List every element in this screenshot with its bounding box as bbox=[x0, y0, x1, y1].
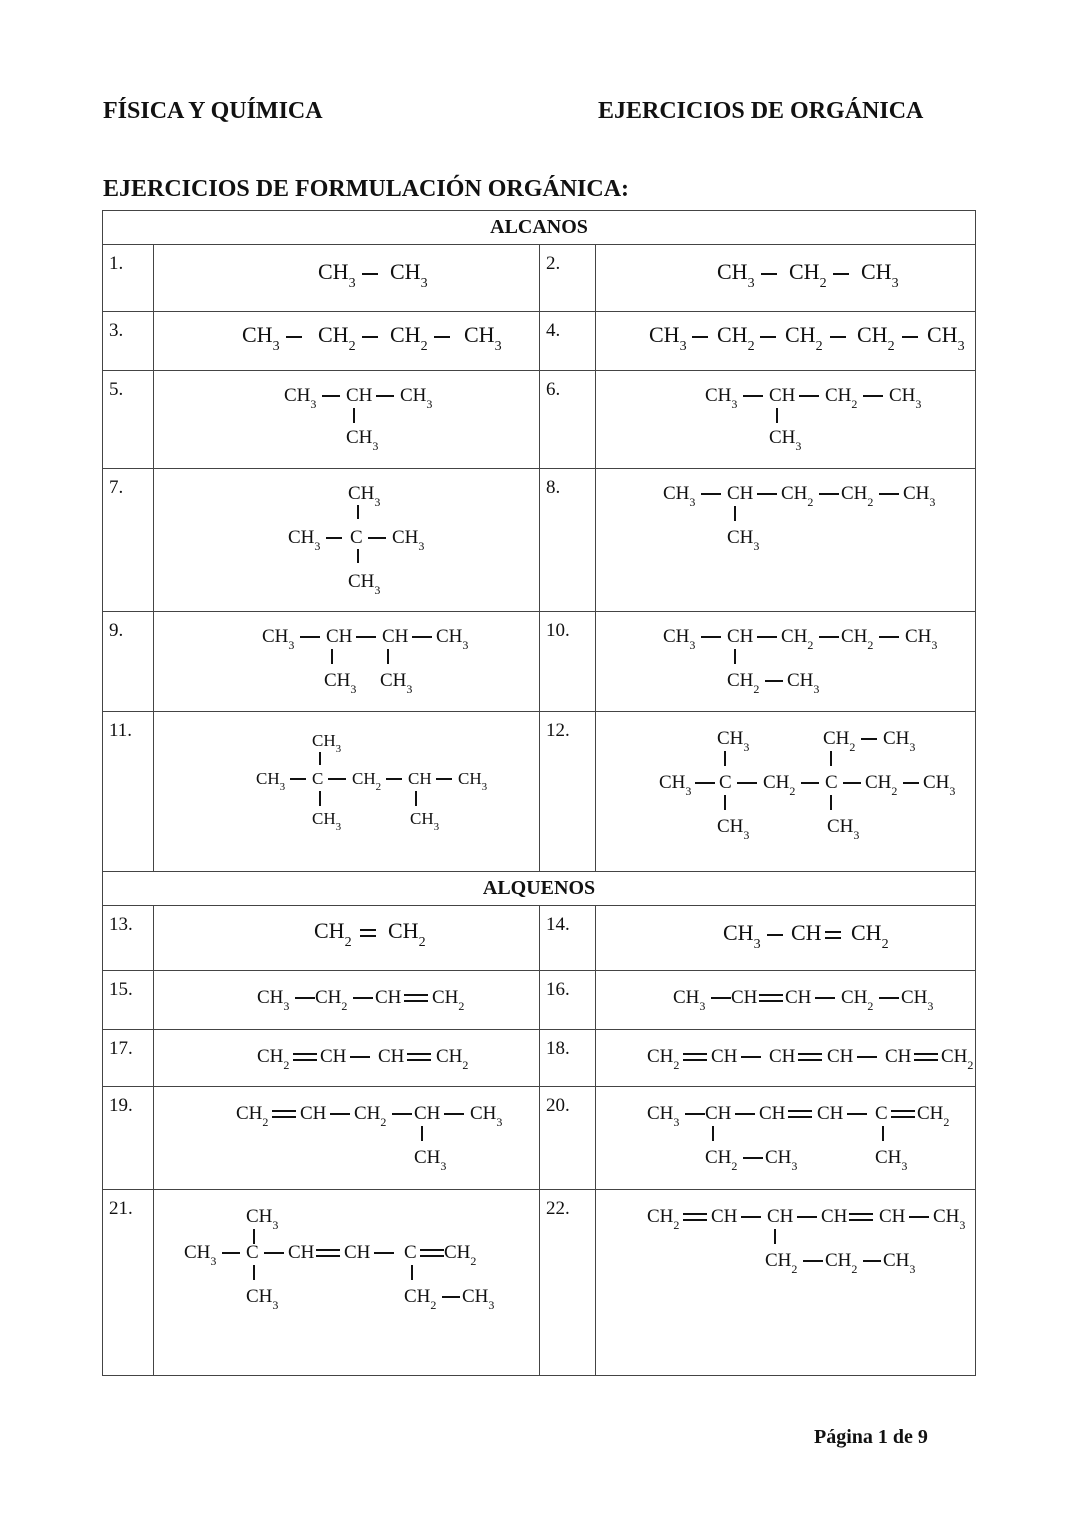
group-ch3: $CH_3$ bbox=[716, 816, 749, 842]
group-ch3: $CH_3$ bbox=[786, 670, 819, 696]
group-ch2: $CH_2$ bbox=[788, 259, 827, 291]
exercise-3-number: 3. bbox=[103, 312, 154, 371]
group-ch3: $CH_3$ bbox=[283, 385, 316, 411]
group-ch3: $CH_3$ bbox=[726, 527, 759, 553]
exercise-8-formula bbox=[596, 469, 976, 612]
exercise-19-formula bbox=[154, 1087, 540, 1190]
group-ch: CH bbox=[726, 483, 753, 504]
group-ch: CH bbox=[790, 920, 822, 945]
exercise-3-formula bbox=[154, 312, 540, 371]
group-ch2: $CH_2$ bbox=[824, 385, 857, 411]
exercise-6-number: 6. bbox=[540, 371, 596, 469]
group-ch: CH bbox=[784, 987, 811, 1008]
carbon-atom: C bbox=[824, 772, 838, 793]
group-ch3: $CH_3$ bbox=[255, 769, 285, 793]
exercise-15-number: 15. bbox=[103, 971, 154, 1030]
group-ch3: $CH_3$ bbox=[704, 385, 737, 411]
group-ch: CH bbox=[816, 1103, 843, 1124]
exercise-15-formula bbox=[154, 971, 540, 1030]
group-ch3: $CH_3$ bbox=[389, 259, 428, 291]
group-ch: CH bbox=[377, 1046, 404, 1067]
group-ch3: $CH_3$ bbox=[311, 731, 341, 755]
group-ch3: $CH_3$ bbox=[413, 1147, 446, 1173]
group-ch2: $CH_2$ bbox=[916, 1103, 949, 1129]
group-ch2: $CH_2$ bbox=[840, 987, 873, 1013]
group-ch3: $CH_3$ bbox=[860, 259, 899, 291]
group-ch: CH bbox=[766, 1206, 793, 1227]
carbon-atom: C bbox=[403, 1242, 417, 1263]
group-ch: CH bbox=[381, 626, 408, 647]
group-ch2: $CH_2$ bbox=[822, 728, 855, 754]
group-ch2: $CH_2$ bbox=[780, 483, 813, 509]
group-ch3: $CH_3$ bbox=[662, 483, 695, 509]
exercise-16-formula bbox=[596, 971, 976, 1030]
group-ch3: $CH_3$ bbox=[241, 322, 280, 354]
group-ch3: $CH_3$ bbox=[658, 772, 691, 798]
group-ch2: $CH_2$ bbox=[780, 626, 813, 652]
group-ch2: $CH_2$ bbox=[784, 322, 823, 354]
group-ch2: $CH_2$ bbox=[353, 1103, 386, 1129]
group-ch: CH bbox=[710, 1206, 737, 1227]
exercise-12-number: 12. bbox=[540, 712, 596, 872]
exercise-1-number: 1. bbox=[103, 245, 154, 312]
exercise-20-formula bbox=[596, 1087, 976, 1190]
group-ch2: $CH_2$ bbox=[840, 626, 873, 652]
worksheet-header: EJERCICIOS DE ORGÁNICA bbox=[598, 98, 924, 124]
group-ch3: $CH_3$ bbox=[311, 809, 341, 833]
exercise-17-formula bbox=[154, 1030, 540, 1087]
carbon-atom: C bbox=[245, 1242, 259, 1263]
group-ch3: $CH_3$ bbox=[287, 527, 320, 553]
carbon-atom: C bbox=[349, 527, 363, 548]
group-ch2: $CH_2$ bbox=[403, 1286, 436, 1312]
group-ch3: $CH_3$ bbox=[469, 1103, 502, 1129]
exercise-14-number: 14. bbox=[540, 906, 596, 971]
group-ch: CH bbox=[768, 1046, 795, 1067]
group-ch2: $CH_2$ bbox=[726, 670, 759, 696]
page-title: EJERCICIOS DE FORMULACIÓN ORGÁNICA: bbox=[103, 176, 630, 202]
group-ch2: $CH_2$ bbox=[351, 769, 381, 793]
exercise-11-formula bbox=[154, 712, 540, 872]
group-ch2: $CH_2$ bbox=[443, 1242, 476, 1268]
group-ch2: $CH_2$ bbox=[764, 1250, 797, 1276]
group-ch3: $CH_3$ bbox=[256, 987, 289, 1013]
group-ch3: $CH_3$ bbox=[672, 987, 705, 1013]
group-ch3: $CH_3$ bbox=[261, 626, 294, 652]
group-ch3: $CH_3$ bbox=[379, 670, 412, 696]
group-ch: CH bbox=[826, 1046, 853, 1067]
group-ch: CH bbox=[704, 1103, 731, 1124]
group-ch2: $CH_2$ bbox=[646, 1046, 679, 1072]
group-ch3: $CH_3$ bbox=[768, 427, 801, 453]
group-ch3: $CH_3$ bbox=[457, 769, 487, 793]
group-ch3: $CH_3$ bbox=[722, 920, 761, 952]
group-ch3: $CH_3$ bbox=[435, 626, 468, 652]
group-ch2: $CH_2$ bbox=[850, 920, 889, 952]
exercise-7-formula bbox=[154, 469, 540, 612]
exercise-5-formula bbox=[154, 371, 540, 469]
exercise-21-number: 21. bbox=[103, 1190, 154, 1376]
exercise-17-number: 17. bbox=[103, 1030, 154, 1087]
exercise-2-number: 2. bbox=[540, 245, 596, 312]
exercise-table bbox=[102, 210, 976, 1376]
group-ch: CH bbox=[299, 1103, 326, 1124]
group-ch3: $CH_3$ bbox=[882, 728, 915, 754]
group-ch3: $CH_3$ bbox=[922, 772, 955, 798]
group-ch: CH bbox=[758, 1103, 785, 1124]
exercise-6-formula bbox=[596, 371, 976, 469]
group-ch2: $CH_2$ bbox=[940, 1046, 973, 1072]
exercise-13-number: 13. bbox=[103, 906, 154, 971]
exercise-8-number: 8. bbox=[540, 469, 596, 612]
group-ch2: $CH_2$ bbox=[762, 772, 795, 798]
exercise-18-number: 18. bbox=[540, 1030, 596, 1087]
group-ch3: $CH_3$ bbox=[391, 527, 424, 553]
group-ch3: $CH_3$ bbox=[461, 1286, 494, 1312]
group-ch3: $CH_3$ bbox=[716, 259, 755, 291]
group-ch: CH bbox=[820, 1206, 847, 1227]
section-alkanes: ALCANOS bbox=[103, 211, 976, 245]
exercise-9-number: 9. bbox=[103, 612, 154, 712]
exercise-5-number: 5. bbox=[103, 371, 154, 469]
subject-header: FÍSICA Y QUÍMICA bbox=[103, 98, 323, 124]
exercise-13-formula bbox=[154, 906, 540, 971]
group-ch2: $CH_2$ bbox=[704, 1147, 737, 1173]
exercise-21-formula bbox=[154, 1190, 540, 1376]
group-ch: CH bbox=[287, 1242, 314, 1263]
group-ch3: $CH_3$ bbox=[888, 385, 921, 411]
group-ch: CH bbox=[343, 1242, 370, 1263]
exercise-18-formula bbox=[596, 1030, 976, 1087]
group-ch: CH bbox=[884, 1046, 911, 1067]
carbon-atom: C bbox=[311, 769, 323, 788]
exercise-22-number: 22. bbox=[540, 1190, 596, 1376]
exercise-4-number: 4. bbox=[540, 312, 596, 371]
carbon-atom: C bbox=[874, 1103, 888, 1124]
group-ch3: $CH_3$ bbox=[902, 483, 935, 509]
group-ch: CH bbox=[345, 385, 372, 406]
group-ch2: $CH_2$ bbox=[314, 987, 347, 1013]
group-ch2: $CH_2$ bbox=[256, 1046, 289, 1072]
group-ch2: $CH_2$ bbox=[389, 322, 428, 354]
group-ch3: $CH_3$ bbox=[648, 322, 687, 354]
group-ch: CH bbox=[878, 1206, 905, 1227]
carbon-atom: C bbox=[718, 772, 732, 793]
group-ch2: $CH_2$ bbox=[387, 918, 426, 950]
group-ch3: $CH_3$ bbox=[646, 1103, 679, 1129]
group-ch2: $CH_2$ bbox=[856, 322, 895, 354]
group-ch2: $CH_2$ bbox=[824, 1250, 857, 1276]
group-ch2: $CH_2$ bbox=[716, 322, 755, 354]
group-ch2: $CH_2$ bbox=[431, 987, 464, 1013]
group-ch3: $CH_3$ bbox=[345, 427, 378, 453]
group-ch3: $CH_3$ bbox=[932, 1206, 965, 1232]
group-ch3: $CH_3$ bbox=[245, 1206, 278, 1232]
group-ch: CH bbox=[726, 626, 753, 647]
group-ch3: $CH_3$ bbox=[826, 816, 859, 842]
group-ch: CH bbox=[374, 987, 401, 1008]
exercise-22-formula bbox=[596, 1190, 976, 1376]
group-ch: CH bbox=[710, 1046, 737, 1067]
group-ch2: $CH_2$ bbox=[864, 772, 897, 798]
exercise-11-number: 11. bbox=[103, 712, 154, 872]
group-ch3: $CH_3$ bbox=[716, 728, 749, 754]
exercise-1-formula bbox=[154, 245, 540, 312]
group-ch: CH bbox=[768, 385, 795, 406]
group-ch2: $CH_2$ bbox=[435, 1046, 468, 1072]
exercise-9-formula bbox=[154, 612, 540, 712]
group-ch: CH bbox=[325, 626, 352, 647]
page-number: Página 1 de 9 bbox=[814, 1426, 928, 1448]
group-ch3: $CH_3$ bbox=[399, 385, 432, 411]
exercise-20-number: 20. bbox=[540, 1087, 596, 1190]
group-ch3: $CH_3$ bbox=[347, 571, 380, 597]
group-ch3: $CH_3$ bbox=[926, 322, 965, 354]
group-ch3: $CH_3$ bbox=[183, 1242, 216, 1268]
exercise-7-number: 7. bbox=[103, 469, 154, 612]
group-ch3: $CH_3$ bbox=[245, 1286, 278, 1312]
exercise-19-number: 19. bbox=[103, 1087, 154, 1190]
group-ch3: $CH_3$ bbox=[764, 1147, 797, 1173]
group-ch3: $CH_3$ bbox=[463, 322, 502, 354]
group-ch3: $CH_3$ bbox=[874, 1147, 907, 1173]
section-alkenes: ALQUENOS bbox=[103, 872, 976, 906]
group-ch2: $CH_2$ bbox=[840, 483, 873, 509]
exercise-10-formula bbox=[596, 612, 976, 712]
group-ch3: $CH_3$ bbox=[409, 809, 439, 833]
group-ch: CH bbox=[730, 987, 757, 1008]
exercise-10-number: 10. bbox=[540, 612, 596, 712]
group-ch2: $CH_2$ bbox=[313, 918, 352, 950]
exercise-16-number: 16. bbox=[540, 971, 596, 1030]
group-ch3: $CH_3$ bbox=[662, 626, 695, 652]
exercise-12-formula bbox=[596, 712, 976, 872]
group-ch2: $CH_2$ bbox=[646, 1206, 679, 1232]
exercise-2-formula bbox=[596, 245, 976, 312]
group-ch3: $CH_3$ bbox=[347, 483, 380, 509]
group-ch2: $CH_2$ bbox=[235, 1103, 268, 1129]
group-ch3: $CH_3$ bbox=[317, 259, 356, 291]
group-ch2: $CH_2$ bbox=[317, 322, 356, 354]
group-ch: CH bbox=[319, 1046, 346, 1067]
group-ch3: $CH_3$ bbox=[323, 670, 356, 696]
exercise-14-formula bbox=[596, 906, 976, 971]
group-ch: CH bbox=[413, 1103, 440, 1124]
group-ch: CH bbox=[407, 769, 432, 788]
group-ch3: $CH_3$ bbox=[904, 626, 937, 652]
exercise-4-formula bbox=[596, 312, 976, 371]
group-ch3: $CH_3$ bbox=[900, 987, 933, 1013]
group-ch3: $CH_3$ bbox=[882, 1250, 915, 1276]
